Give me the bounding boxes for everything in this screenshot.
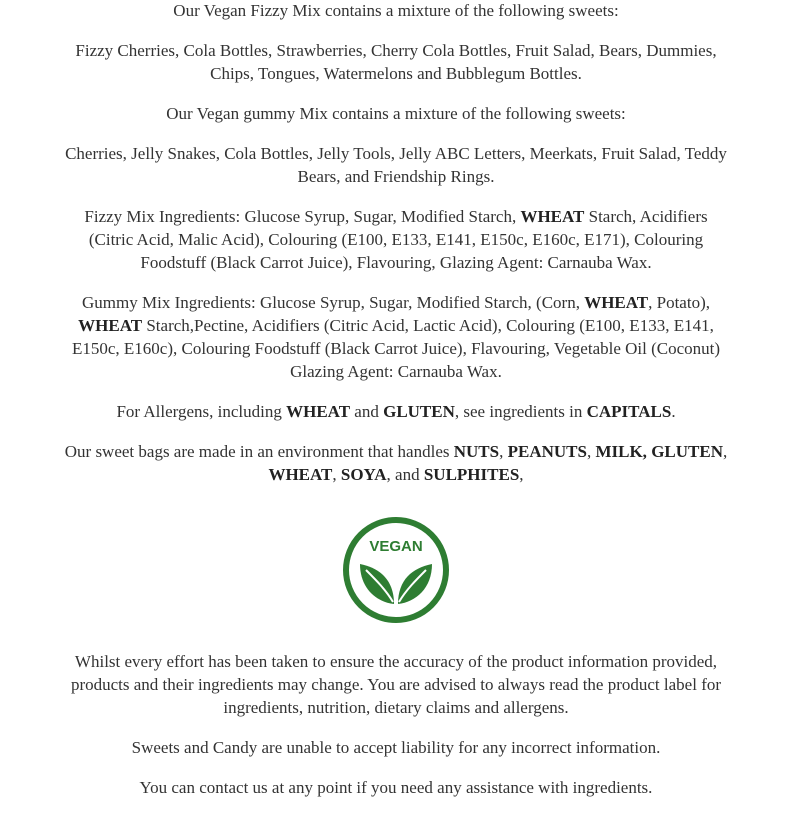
environment-text-1: Our sweet bags are made in an environment that handles — [64, 442, 454, 461]
separator: , and — [386, 465, 424, 484]
allergen-gluten: GLUTEN — [651, 442, 723, 461]
allergen-sulphites: SULPHITES — [423, 465, 520, 484]
fizzy-mix-intro: Our Vegan Fizzy Mix contains a mixture of the following sweets: — [173, 1, 619, 20]
left-leaf — [360, 564, 394, 604]
allergen-wheat: WHEAT — [268, 465, 333, 484]
separator: , — [586, 442, 596, 461]
allergen-wheat: WHEAT — [584, 293, 649, 312]
environment-note — [64, 440, 728, 486]
gummy-mix-sweets-list: Cherries, Jelly Snakes, Cola Bottles, Jelly Tools, Jelly ABC Letters, Meerkats, Fruit Salad, Teddy Bears, and Friendship Rings. — [65, 144, 727, 186]
allergens-end: . — [671, 402, 676, 421]
allergens-text-2: , see ingredients in — [454, 402, 587, 421]
allergens-and: and — [350, 402, 384, 421]
fizzy-mix-sweets-list: Fizzy Cherries, Cola Bottles, Strawberries, Cherry Cola Bottles, Fruit Salad, Bears, Dummies, Chips, Tongues, Watermelons and Bubblegum Bottles. — [75, 41, 717, 83]
separator: , — [722, 442, 728, 461]
contact-note: You can contact us at any point if you need any assistance with ingredients. — [139, 778, 653, 797]
fizzy-mix-ingredients — [64, 205, 728, 274]
allergen-wheat: WHEAT — [78, 316, 143, 335]
vegan-badge — [64, 514, 728, 626]
right-leaf — [398, 564, 432, 604]
allergen-gluten: GLUTEN — [383, 402, 455, 421]
fizzy-ingredients-text-2: Starch, Acidifiers (Citric Acid, Malic Acid), Colouring (E100, E133, E141, E150c, E160c, E171), Colouring Foodstuff (Black Carrot Juice), Flavouring, Glazing Agent: Carnauba Wax. — [88, 207, 708, 272]
gummy-ingredients-text-1: Gummy Mix Ingredients: Glucose Syrup, Sugar, Modified Starch, (Corn, — [82, 293, 585, 312]
allergen-nuts: NUTS — [453, 442, 500, 461]
allergens-note — [64, 400, 728, 423]
allergen-wheat: WHEAT — [520, 207, 585, 226]
accuracy-disclaimer: Whilst every effort has been taken to ensure the accuracy of the product information provided, products and their ingredients may change. You are advised to always read the product label for ingredients, nutrition, dietary claims and allergens. — [70, 652, 722, 717]
gummy-mix-ingredients — [64, 291, 728, 383]
separator: , — [332, 465, 341, 484]
vegan-leaf-icon — [340, 514, 452, 626]
liability-note: Sweets and Candy are unable to accept liability for any incorrect information. — [131, 738, 661, 757]
capitals-label: CAPITALS — [586, 402, 672, 421]
vegan-label: VEGAN — [369, 538, 423, 555]
allergen-peanuts: PEANUTS — [507, 442, 587, 461]
fizzy-ingredients-text-1: Fizzy Mix Ingredients: Glucose Syrup, Sugar, Modified Starch, — [84, 207, 521, 226]
allergens-text-1: For Allergens, including — [116, 402, 287, 421]
allergen-wheat: WHEAT — [286, 402, 351, 421]
gummy-ingredients-text-2: , Potato), — [648, 293, 710, 312]
gummy-ingredients-text-3: Starch,Pectine, Acidifiers (Citric Acid, Lactic Acid), Colouring (E100, E133, E141, E150c, E160c), Colouring Foodstuff (Black Carrot Juice), Flavouring, Vegetable Oil (Coconut) Glazing Agent: Carnauba Wax. — [71, 316, 721, 381]
gummy-mix-intro: Our Vegan gummy Mix contains a mixture of the following sweets: — [166, 104, 626, 123]
separator: , — [499, 442, 508, 461]
allergen-soya: SOYA — [340, 465, 387, 484]
separator: , — [519, 465, 524, 484]
product-description — [64, 0, 728, 816]
allergen-milk: MILK, — [595, 442, 647, 461]
